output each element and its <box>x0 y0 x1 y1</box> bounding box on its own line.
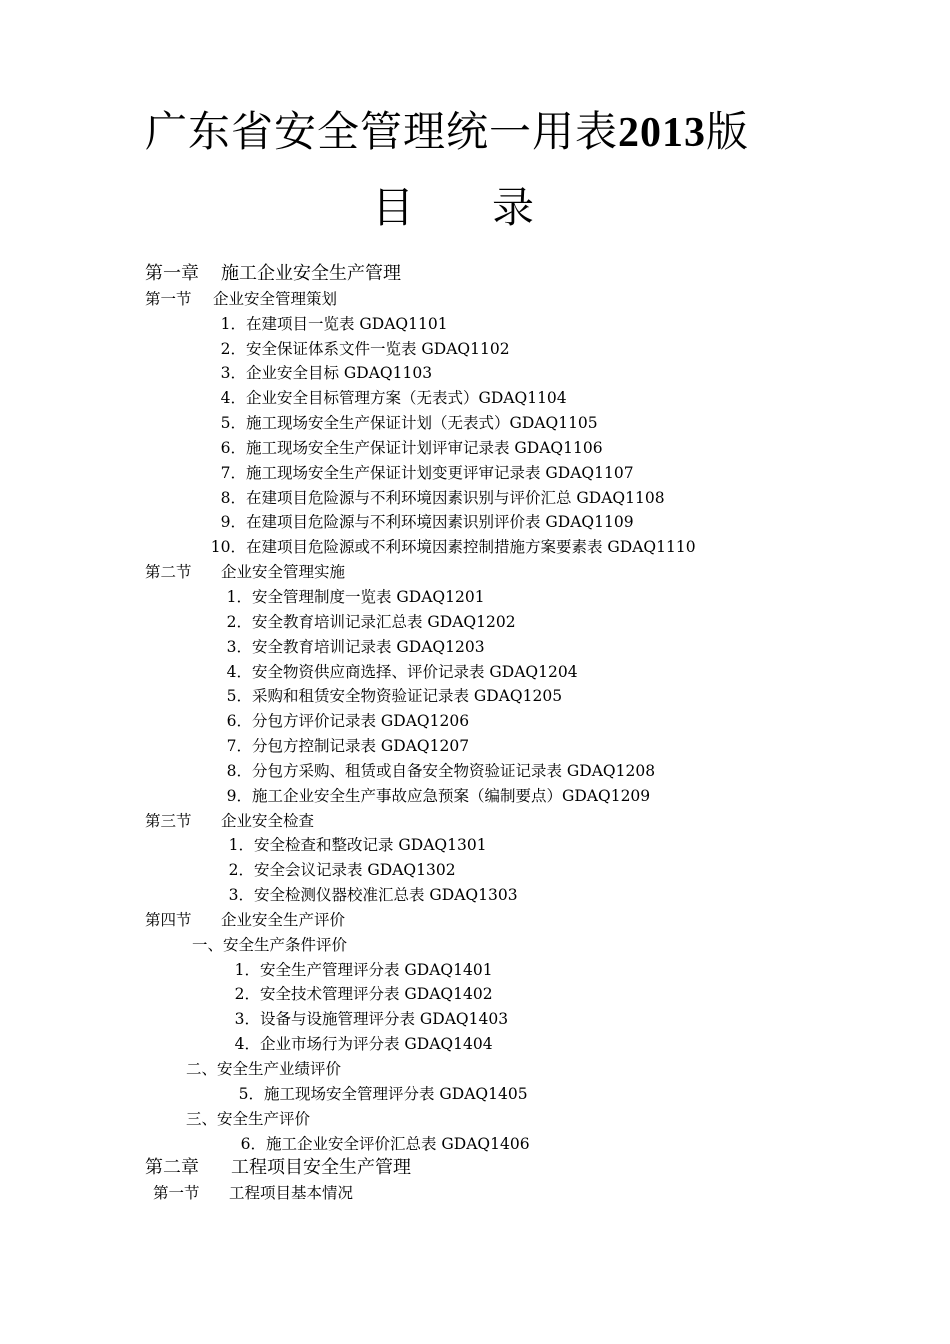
toc-item <box>0 585 950 610</box>
toc-item-text: 在建项目危险源与不利环境因素识别评价表 GDAQ1109 <box>246 513 634 532</box>
toc-item-number: 3． <box>228 886 254 905</box>
toc-item-number: 1． <box>220 314 246 333</box>
toc-item-text: 安全检查和整改记录 GDAQ1301 <box>254 836 487 855</box>
toc-item-number: 1． <box>228 836 254 855</box>
toc-chapter-label: 第一章 <box>145 263 199 284</box>
toc-section-label: 第一节 <box>145 289 192 308</box>
toc-chapter-title: 施工企业安全生产管理 <box>221 263 401 284</box>
toc-subsection-title: 三、安全生产评价 <box>186 1109 311 1128</box>
toc-chapter <box>0 1156 950 1181</box>
toc-item <box>0 958 950 983</box>
toc-item <box>0 610 950 635</box>
toc-item-text: 企业市场行为评分表 GDAQ1404 <box>260 1035 493 1054</box>
toc-subsection <box>0 933 950 958</box>
toc-item <box>0 386 950 411</box>
toc-item <box>0 858 950 883</box>
toc-item <box>0 1032 950 1057</box>
toc-item-number: 3． <box>220 364 246 383</box>
toc-item <box>0 486 950 511</box>
toc-section-label: 第二节 <box>145 563 192 582</box>
toc-item-number: 4． <box>234 1035 260 1054</box>
toc-section-title: 工程项目基本情况 <box>229 1184 354 1203</box>
toc-item <box>0 759 950 784</box>
toc-item-text: 分包方评价记录表 GDAQ1206 <box>252 712 470 731</box>
toc-item-text: 企业安全目标 GDAQ1103 <box>246 364 433 383</box>
toc-item-number: 3． <box>226 637 252 656</box>
toc-chapter <box>0 262 950 287</box>
toc-item <box>0 510 950 535</box>
toc-item <box>0 411 950 436</box>
toc-item-text: 分包方控制记录表 GDAQ1207 <box>252 737 470 756</box>
toc-subsection <box>0 1057 950 1082</box>
toc-item-text: 分包方采购、租赁或自备安全物资验证记录表 GDAQ1208 <box>252 761 656 780</box>
toc-item-text: 设备与设施管理评分表 GDAQ1403 <box>260 1010 509 1029</box>
toc-item-text: 施工现场安全生产保证计划评审记录表 GDAQ1106 <box>246 438 603 457</box>
toc-section-title: 企业安全检查 <box>221 811 315 830</box>
toc-subsection-title: 一、安全生产条件评价 <box>192 935 348 954</box>
table-of-contents <box>0 262 950 1206</box>
toc-item-number: 2． <box>228 861 254 880</box>
toc-item-text: 在建项目危险源与不利环境因素识别与评价汇总 GDAQ1108 <box>246 488 665 507</box>
toc-chapter-label: 第二章 <box>145 1157 199 1179</box>
toc-item-text: 企业安全目标管理方案（无表式）GDAQ1104 <box>246 389 567 408</box>
toc-item-number: 4． <box>226 662 252 681</box>
toc-section-label: 第三节 <box>145 811 192 830</box>
toc-item <box>0 784 950 809</box>
toc-section-title: 企业安全管理实施 <box>221 563 346 582</box>
toc-item-number: 3． <box>234 1010 260 1029</box>
document-title: 广东省安全管理统一用表2013版 <box>145 107 750 156</box>
toc-item-text: 安全生产管理评分表 GDAQ1401 <box>260 960 493 979</box>
toc-item <box>0 1132 950 1157</box>
toc-item-text: 施工企业安全评价汇总表 GDAQ1406 <box>266 1134 530 1153</box>
toc-item-number: 9． <box>226 786 252 805</box>
toc-heading: 目 录 <box>372 183 535 232</box>
toc-item <box>0 1082 950 1107</box>
toc-item <box>0 461 950 486</box>
toc-section-label: 第四节 <box>145 910 192 929</box>
toc-item-text: 安全会议记录表 GDAQ1302 <box>254 861 456 880</box>
toc-section <box>0 1181 950 1206</box>
toc-item-number: 6． <box>226 712 252 731</box>
toc-item-number: 5． <box>226 687 252 706</box>
toc-item-text: 施工企业安全生产事故应急预案（编制要点）GDAQ1209 <box>252 786 651 805</box>
toc-item-text: 在建项目一览表 GDAQ1101 <box>246 314 448 333</box>
toc-item <box>0 337 950 362</box>
toc-section <box>0 560 950 585</box>
toc-item-number: 5． <box>220 414 246 433</box>
toc-item-number: 2． <box>220 339 246 358</box>
toc-item-text: 安全物资供应商选择、评价记录表 GDAQ1204 <box>252 662 578 681</box>
toc-item-text: 施工现场安全生产保证计划（无表式）GDAQ1105 <box>246 414 598 433</box>
toc-item-text: 安全保证体系文件一览表 GDAQ1102 <box>246 339 510 358</box>
toc-item <box>0 883 950 908</box>
toc-item-text: 采购和租赁安全物资验证记录表 GDAQ1205 <box>252 687 563 706</box>
toc-item-text: 安全教育培训记录汇总表 GDAQ1202 <box>252 612 516 631</box>
toc-section <box>0 908 950 933</box>
toc-item-number: 8． <box>226 761 252 780</box>
toc-item-number: 7． <box>226 737 252 756</box>
toc-item-text: 在建项目危险源或不利环境因素控制措施方案要素表 GDAQ1110 <box>246 538 696 557</box>
toc-item <box>0 312 950 337</box>
toc-item-number: 9． <box>220 513 246 532</box>
toc-item <box>0 734 950 759</box>
toc-item-number: 6． <box>240 1134 266 1153</box>
toc-item-number: 5． <box>238 1084 264 1103</box>
toc-item-number: 2． <box>234 985 260 1004</box>
toc-item <box>0 982 950 1007</box>
toc-item-number: 7． <box>220 463 246 482</box>
toc-item <box>0 635 950 660</box>
toc-section-label: 第一节 <box>153 1184 200 1203</box>
toc-item <box>0 709 950 734</box>
toc-item <box>0 660 950 685</box>
toc-subsection-title: 二、安全生产业绩评价 <box>186 1060 342 1078</box>
toc-item <box>0 361 950 386</box>
toc-item-text: 安全技术管理评分表 GDAQ1402 <box>260 985 493 1004</box>
toc-item <box>0 684 950 709</box>
toc-section-title: 企业安全生产评价 <box>221 910 346 929</box>
toc-item-number: 2． <box>226 612 252 631</box>
toc-item-text: 施工现场安全管理评分表 GDAQ1405 <box>264 1084 528 1103</box>
toc-item-text: 安全检测仪器校准汇总表 GDAQ1303 <box>254 886 518 905</box>
toc-item-number: 8． <box>220 488 246 507</box>
toc-item-number: 1． <box>226 587 252 606</box>
toc-section <box>0 287 950 312</box>
toc-item-number: 10． <box>210 538 246 557</box>
toc-section-title: 企业安全管理策划 <box>213 289 338 308</box>
toc-item <box>0 1007 950 1032</box>
toc-item-number: 1． <box>234 960 260 979</box>
toc-section <box>0 809 950 834</box>
toc-item <box>0 535 950 560</box>
toc-item-text: 安全管理制度一览表 GDAQ1201 <box>252 587 485 606</box>
toc-item-text: 施工现场安全生产保证计划变更评审记录表 GDAQ1107 <box>246 463 634 482</box>
toc-subsection <box>0 1107 950 1132</box>
toc-item-number: 6． <box>220 438 246 457</box>
toc-item-number: 4． <box>220 389 246 408</box>
toc-chapter-title: 工程项目安全生产管理 <box>231 1157 411 1179</box>
toc-item <box>0 436 950 461</box>
toc-item-text: 安全教育培训记录表 GDAQ1203 <box>252 637 485 656</box>
toc-item <box>0 833 950 858</box>
